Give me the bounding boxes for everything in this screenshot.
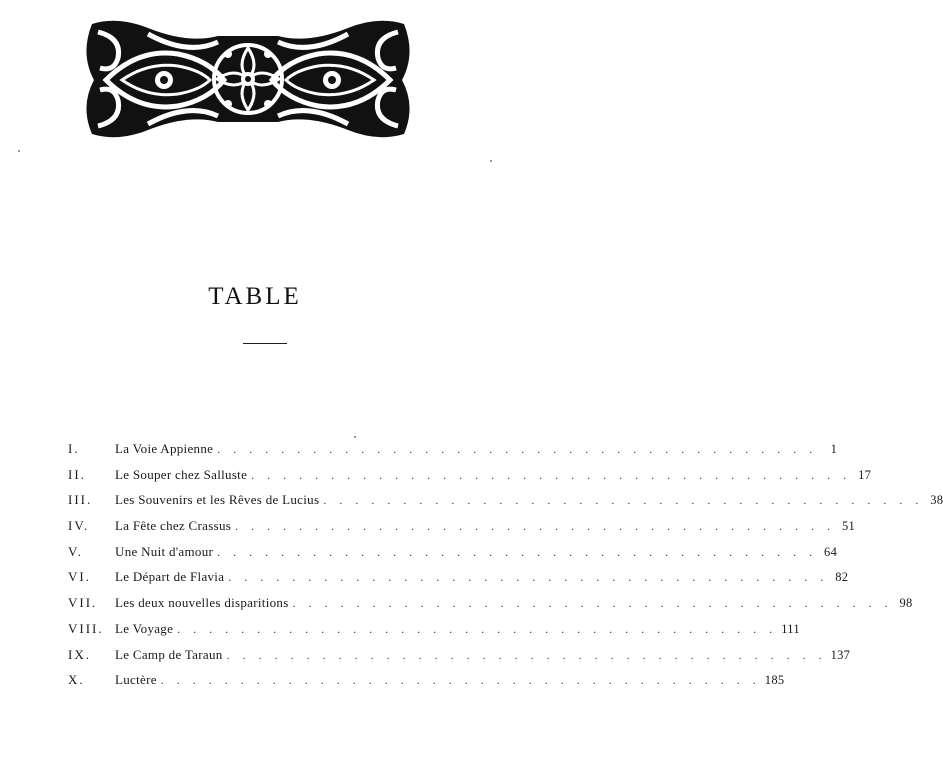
chapter-number: X. bbox=[68, 672, 85, 688]
paper-speck bbox=[490, 160, 492, 162]
chapter-number: I. bbox=[68, 441, 80, 456]
dot-leader: . . . . . . . . . . . . . . . . . . . . . . . . . . . . . . . . . . . . . . bbox=[323, 493, 924, 508]
toc-row[interactable] bbox=[68, 441, 838, 467]
dot-leader: . . . . . . . . . . . . . . . . . . . . . . . . . . . . . . . . . . . . . . bbox=[292, 596, 893, 611]
toc-row[interactable] bbox=[68, 620, 800, 647]
toc-row[interactable] bbox=[68, 672, 785, 698]
dot-leader: . . . . . . . . . . . . . . . . . . . . . . . . . . . . . . . . . . . . . . bbox=[226, 647, 827, 662]
chapter-number: IV. bbox=[68, 518, 90, 534]
chapter-title: Les Souvenirs et les Rêves de Lucius bbox=[115, 492, 320, 508]
dot-leader: . . . . . . . . . . . . . . . . . . . . . . . . . . . . . . . . . . . . . . bbox=[251, 467, 852, 482]
scrollwork-headpiece-icon bbox=[78, 14, 418, 144]
chapter-number: VII. bbox=[68, 595, 98, 611]
dot-leader: . . . . . . . . . . . . . . . . . . . . . . . . . . . . . . . . . . . . . . bbox=[217, 442, 818, 456]
page-number: 82 bbox=[835, 570, 849, 585]
toc-row[interactable] bbox=[68, 543, 838, 570]
dot-leader: . . . . . . . . . . . . . . . . . . . . . . . . . . . . . . . . . . . . . . bbox=[217, 544, 818, 559]
toc-row[interactable] bbox=[68, 518, 856, 544]
page-number: 64 bbox=[824, 544, 838, 559]
chapter-number: IX. bbox=[68, 646, 91, 662]
page-number: 1 bbox=[830, 442, 838, 456]
chapter-number: VI. bbox=[68, 569, 91, 585]
page-title: TABLE bbox=[208, 283, 302, 310]
page-number: 51 bbox=[842, 519, 856, 534]
chapter-title: Le Souper chez Salluste bbox=[115, 466, 248, 482]
page-number: 137 bbox=[830, 647, 851, 662]
dot-leader: . . . . . . . . . . . . . . . . . . . . . . . . . . . . . . . . . . . . . . bbox=[160, 673, 761, 688]
page-number: 98 bbox=[899, 596, 913, 611]
chapter-number: III. bbox=[68, 492, 93, 508]
dot-leader: . . . . . . . . . . . . . . . . . . . . . . . . . . . . . . . . . . . . . . bbox=[235, 519, 836, 534]
table-of-contents bbox=[68, 441, 943, 698]
toc-row[interactable] bbox=[68, 595, 913, 621]
chapter-title: Les deux nouvelles disparitions bbox=[115, 595, 289, 611]
chapter-title: La Voie Appienne bbox=[115, 441, 214, 456]
chapter-title: Le Départ de Flavia bbox=[115, 569, 225, 585]
title-rule bbox=[243, 343, 287, 344]
page-number: 17 bbox=[858, 467, 872, 482]
dot-leader: . . . . . . . . . . . . . . . . . . . . . . . . . . . . . . . . . . . . . . bbox=[177, 621, 778, 636]
dot-leader: . . . . . . . . . . . . . . . . . . . . . . . . . . . . . . . . . . . . . . bbox=[228, 570, 829, 585]
toc-row[interactable] bbox=[68, 466, 872, 493]
paper-speck bbox=[354, 436, 356, 438]
chapter-number: V. bbox=[68, 543, 83, 559]
toc-row[interactable] bbox=[68, 569, 849, 595]
chapter-title: Luctère bbox=[115, 672, 157, 688]
chapter-title: Le Camp de Taraun bbox=[115, 646, 223, 662]
chapter-number: II. bbox=[68, 466, 86, 482]
chapter-title: Le Voyage bbox=[115, 620, 174, 636]
toc-row[interactable] bbox=[68, 492, 943, 518]
paper-speck bbox=[18, 150, 20, 152]
chapter-title: Une Nuit d'amour bbox=[115, 543, 214, 559]
page-number: 38 bbox=[930, 493, 943, 508]
page-number: 185 bbox=[764, 673, 785, 688]
page-number: 111 bbox=[781, 621, 800, 636]
chapter-number: VIII. bbox=[68, 620, 104, 636]
toc-row[interactable] bbox=[68, 646, 851, 673]
chapter-title: La Fête chez Crassus bbox=[115, 518, 232, 534]
